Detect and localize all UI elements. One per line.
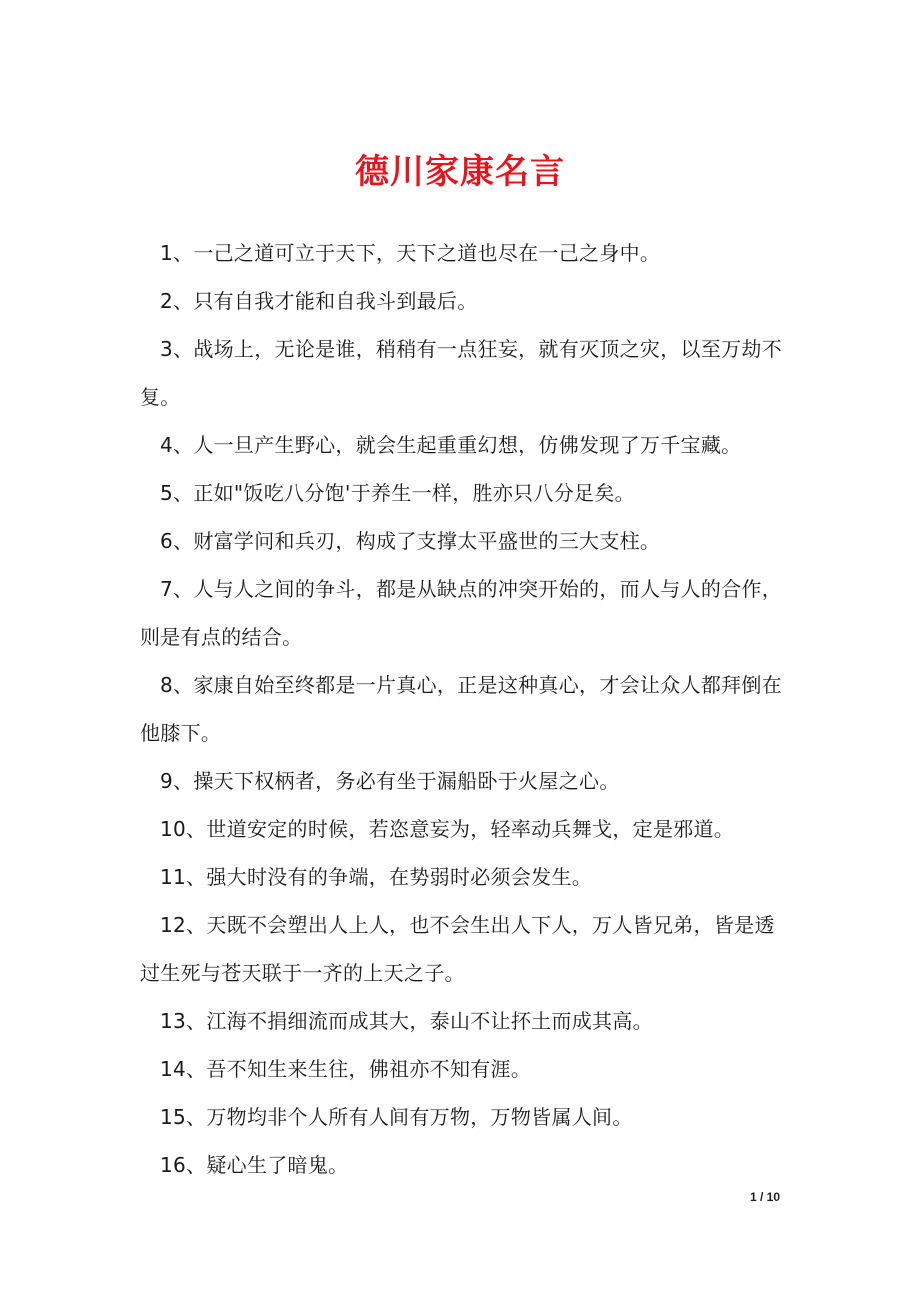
- quote-item: 9、操天下权柄者，务必有坐于漏船卧于火屋之心。: [160, 769, 620, 793]
- quote-item: 1、一己之道可立于天下，天下之道也尽在一己之身中。: [160, 241, 661, 265]
- quote-item: 15、万物均非个人所有人间有万物，万物皆属人间。: [160, 1105, 633, 1129]
- quote-item: 11、强大时没有的争端，在势弱时必须会发生。: [160, 865, 593, 889]
- quote-item: 16、疑心生了暗鬼。: [160, 1153, 349, 1177]
- document-title: 德川家康名言: [355, 152, 565, 192]
- quote-item: 4、人一旦产生野心，就会生起重重幻想，仿佛发现了万千宝藏。: [160, 433, 742, 457]
- quote-item: 12、天既不会塑出人上人，也不会生出人下人，万人皆兄弟，皆是透过生死与苍天联于一齐的上天之子。: [140, 913, 775, 985]
- quote-list: [140, 229, 785, 1189]
- quote-item: 13、江海不捐细流而成其大，泰山不让抔土而成其高。: [160, 1009, 653, 1033]
- quote-item: 7、人与人之间的争斗，都是从缺点的冲突开始的，而人与人的合作，则是有点的结合。: [140, 577, 783, 649]
- quote-item: 3、战场上，无论是谁，稍稍有一点狂妄，就有灭顶之灾，以至万劫不复。: [140, 337, 783, 409]
- quote-item: 14、吾不知生来生往，佛祖亦不知有涯。: [160, 1057, 532, 1081]
- quote-item: 6、财富学问和兵刃，构成了支撑太平盛世的三大支柱。: [160, 529, 661, 553]
- quote-item: 8、家康自始至终都是一片真心，正是这种真心，才会让众人都拜倒在他膝下。: [140, 673, 783, 745]
- quote-item: 2、只有自我才能和自我斗到最后。: [160, 289, 478, 313]
- page-number: 1 / 10: [749, 1190, 780, 1204]
- quote-item: 10、世道安定的时候，若恣意妄为，轻率动兵舞戈，定是邪道。: [160, 817, 735, 841]
- quote-item: 5、正如"饭吃八分饱'于养生一样，胜亦只八分足矣。: [160, 481, 635, 505]
